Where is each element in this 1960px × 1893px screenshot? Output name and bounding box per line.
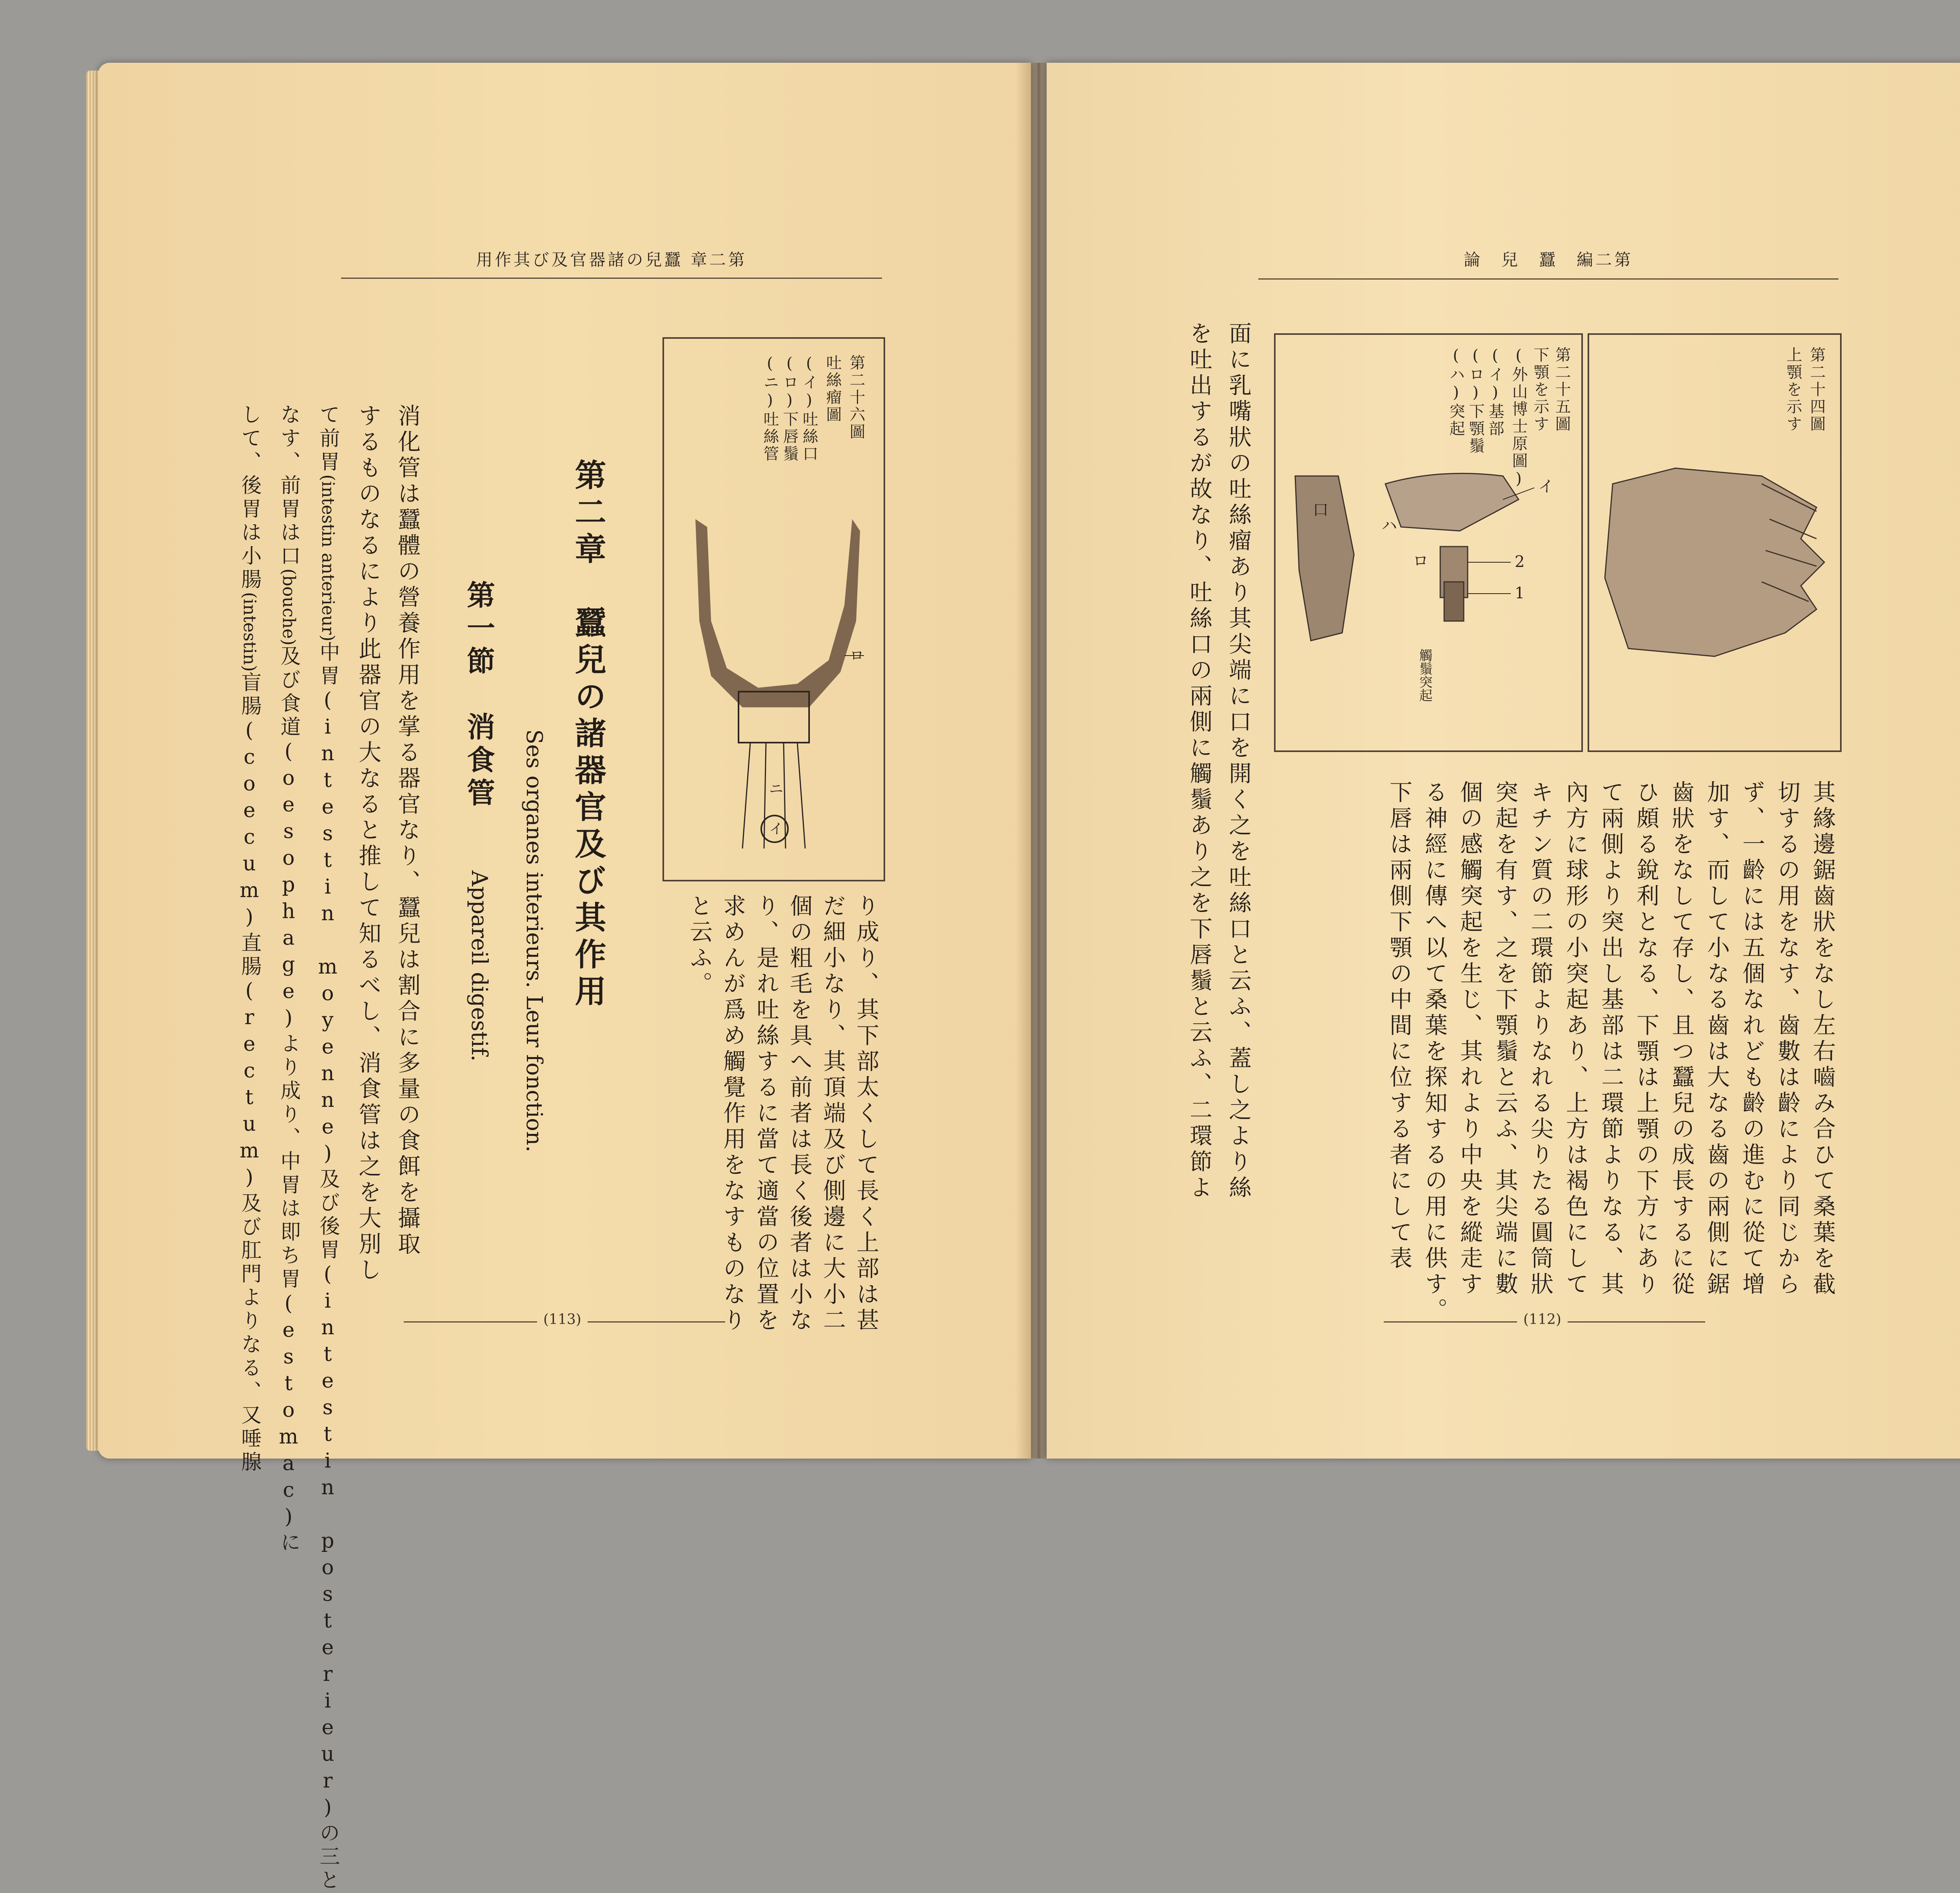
- figure-caption-sub: 吐絲瘤圖: [824, 354, 842, 423]
- header-rule: [1258, 278, 1838, 280]
- lower-jaw-illustration: [1283, 452, 1573, 735]
- body-col-2: するものなるにより此器官の大なると推して知るべし、消食管は之を大別し: [355, 404, 381, 1284]
- chapter-title: 第二章 蠶兒の諸器官及び其作用: [570, 459, 606, 1012]
- chapter-title-latin: Ses organes interieurs. Leur fonction.: [521, 729, 547, 1152]
- fig25-mark-ha: ハ: [1381, 517, 1397, 535]
- running-head: 用作其び及官器諸の兒蠶 章二第: [476, 250, 747, 269]
- figure-mark-i: イ: [769, 821, 784, 837]
- left-page: [98, 63, 1031, 1893]
- figure-25-caption-credit: (外山博士原圖): [1510, 347, 1528, 489]
- figure-26: [662, 337, 885, 881]
- figure-mark-ni: ニ: [769, 781, 784, 797]
- running-head: 論 兒 蠶 編二第: [1463, 250, 1633, 269]
- text-col-top-1: 面に乳嘴狀の吐絲瘤あり其尖端に口を開く之を吐絲口と云ふ、蓋し之より絲: [1225, 322, 1252, 1201]
- figure-25-label-1: (イ)基部: [1486, 347, 1504, 438]
- figure-label-3: (ニ)吐絲管: [761, 354, 779, 463]
- text-col-main-4: 加す、而して小なる齒は大なる齒の兩側に鋸: [1703, 780, 1730, 1298]
- right-page: [1047, 63, 1960, 1459]
- body-col-4: なす、前胃は口(bouche)及び食道(oesophage)より成り、中胃は即ち胃(estomac)に: [277, 404, 300, 1555]
- text-col-main-13: 下唇は兩側下顎の中間に位する者にして表: [1386, 780, 1412, 1272]
- fig25-mark-feeler: 觸鬚突起: [1417, 649, 1432, 702]
- upper-jaw-illustration: [1597, 460, 1832, 664]
- figure-mark-ro: ロ: [849, 648, 864, 664]
- text-col-top-2: だ細小なり、其頂端及び側邊に大小二: [819, 894, 846, 1334]
- body-col-5: して、後胃は小腸(intestin)盲腸(coecum)直腸(rectum)及び肛門よりなる、又唾腺: [238, 404, 261, 1475]
- figure-label-2: (ロ)下唇鬚: [780, 354, 799, 463]
- figure-25-caption-sub: 下顎を示す: [1531, 347, 1549, 433]
- text-col-main-10: 突起を有す、之を下顎鬚と云ふ、其尖端に數: [1492, 780, 1518, 1298]
- fig25-mark-kuchi: 口: [1313, 501, 1328, 519]
- open-book: [98, 63, 1960, 1893]
- figure-24: [1588, 333, 1842, 752]
- page-number: (112): [1517, 1312, 1568, 1328]
- figure-24-caption-title: 第二十四圖: [1808, 347, 1826, 433]
- figure-caption-title: 第二十六圖: [847, 354, 865, 441]
- figure-25-label-3: (ハ)突起: [1447, 347, 1465, 438]
- fig25-mark-1: 1: [1515, 584, 1525, 602]
- spinneret-illustration: [680, 503, 868, 856]
- header-rule: [341, 278, 882, 279]
- figure-24-caption-sub: 上顎を示す: [1784, 347, 1802, 433]
- text-col-top-4: り、是れ吐絲するに當て適當の位置を: [753, 894, 779, 1334]
- text-col-top-6: と云ふ。: [686, 894, 713, 997]
- figure-25-caption-title: 第二十五圖: [1553, 347, 1571, 433]
- text-col-main-1: 其緣邊鋸齒狀をなし左右嚙み合ひて桑葉を截: [1809, 780, 1836, 1298]
- fig25-mark-2: 2: [1515, 553, 1525, 571]
- figure-25: [1274, 333, 1583, 752]
- text-col-top-3: 個の粗毛を具へ前者は長く後者は小な: [786, 894, 813, 1334]
- figure-25-label-2: (ロ)下顎鬚: [1466, 347, 1485, 455]
- section-title-latin: Appareil digestif.: [466, 870, 492, 1062]
- text-col-main-12: る神經に傳へ以て桑葉を探知するの用に供す。: [1421, 780, 1448, 1324]
- body-col-3: て前胃(intestin anterieur)中胃(intestin moyenne)及び後胃(intestin posterieur)の三と: [316, 404, 339, 1893]
- text-col-top-2: を吐出するが故なり、吐絲口の兩側に觸鬚あり之を下唇鬚と云ふ、二環節よ: [1186, 322, 1212, 1201]
- body-col-1: 消化管は蠶體の營養作用を掌る器官なり、蠶兒は割合に多量の食餌を攝取: [394, 404, 421, 1258]
- figure-label-1: (イ)吐絲口: [800, 354, 818, 463]
- text-col-main-2: 切するの用をなす、齒數は齡により同じから: [1774, 780, 1800, 1298]
- section-title: 第一節 消食管: [462, 580, 495, 811]
- fig25-mark-ro: ロ: [1413, 552, 1428, 570]
- text-col-main-8: 內方に球形の小突起あり、上方は褐色にして: [1562, 780, 1589, 1298]
- fig25-mark-i: イ: [1538, 478, 1554, 496]
- text-col-main-6: ひ頗る銳利となる、下顎は上顎の下方にあり: [1633, 780, 1659, 1298]
- text-col-top-5: 求めんが爲め觸覺作用をなすものなり: [719, 894, 746, 1334]
- text-col-main-11: 個の感觸突起を生じ、其れより中央を縱走す: [1456, 780, 1483, 1298]
- text-col-main-5: 齒狀をなして存し、且つ蠶兒の成長するに從: [1668, 780, 1695, 1298]
- text-col-main-3: ず、一齡には五個なれども齡の進むに從て增: [1739, 780, 1765, 1298]
- text-col-main-9: キチン質の二環節よりなれる尖りたる圓筒狀: [1527, 780, 1553, 1298]
- text-col-top-1: り成り、其下部太くして長く上部は甚: [853, 894, 879, 1334]
- text-col-main-7: て兩側より突出し基部は二環節よりなる、其: [1597, 780, 1624, 1298]
- page-number: (113): [537, 1312, 588, 1328]
